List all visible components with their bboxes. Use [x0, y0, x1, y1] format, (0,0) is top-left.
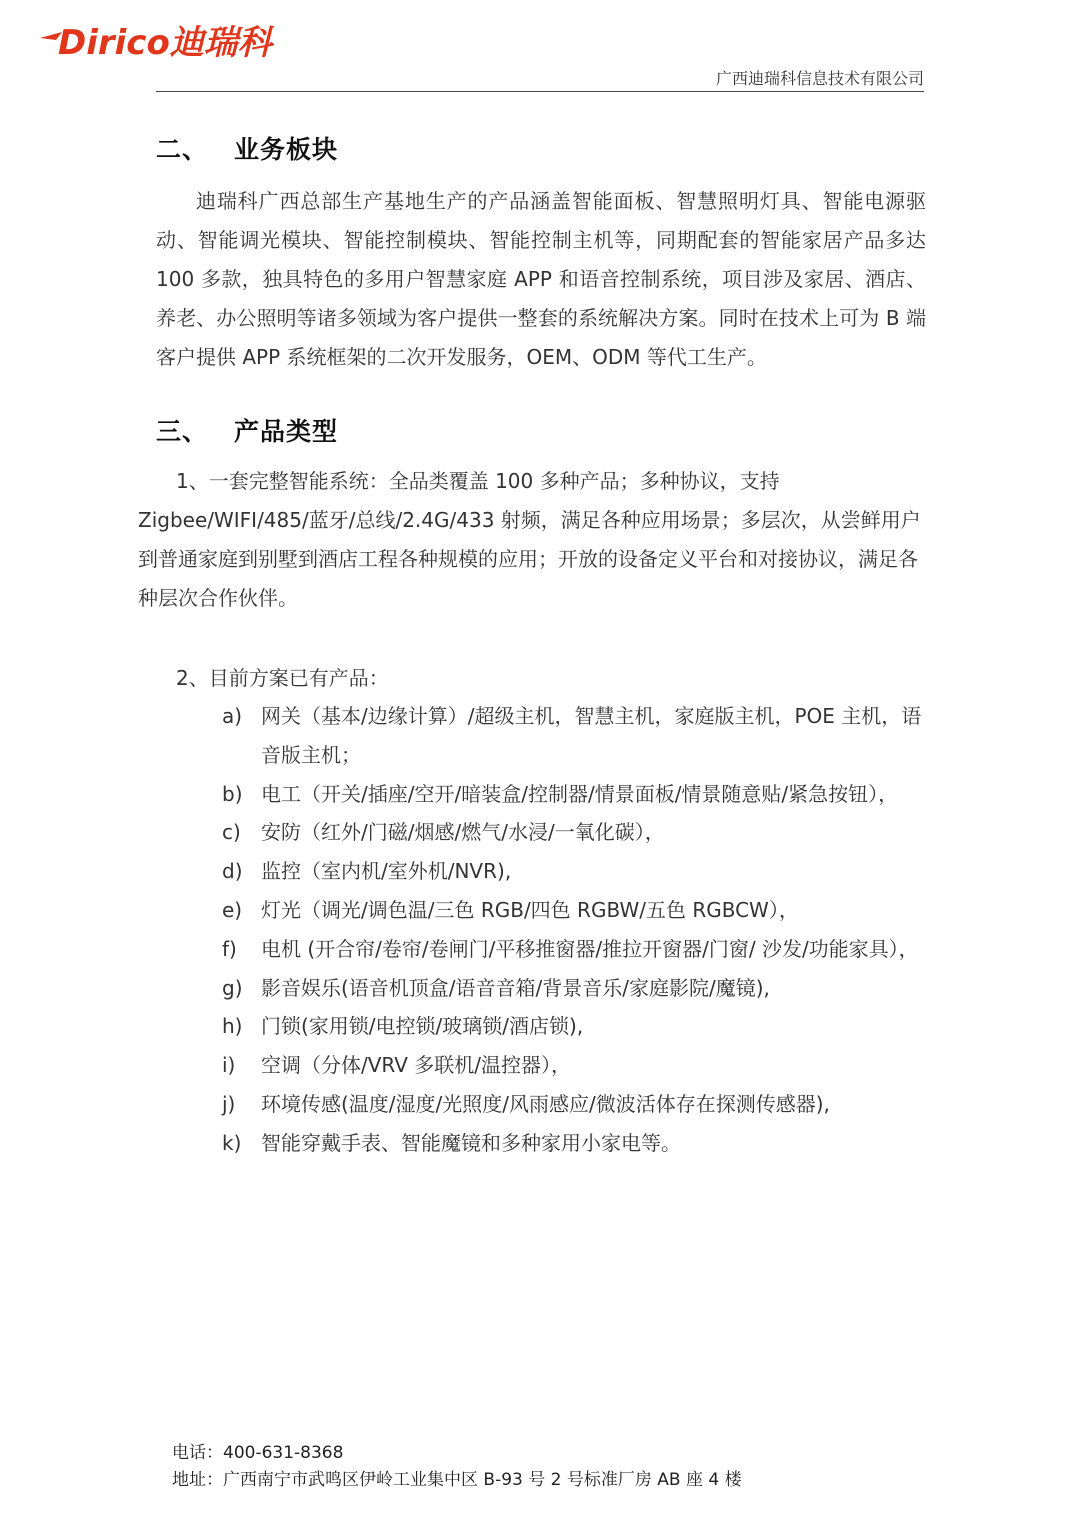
list-marker: a) [222, 704, 243, 728]
list-item-text: 空调（分体/VRV 多联机/温控器）， [261, 1053, 571, 1078]
footer-phone: 电话：400-631-8368 [172, 1443, 344, 1463]
system-paragraph: 1、一套完整智能系统：全品类覆盖 100 多种产品；多种协议，支持 Zigbee/WIFI/485/蓝牙/总线/2.4G/433 射频，满足各种应用场景；多层次，从尝鲜用户到普通家庭到别墅到酒店工程各种规模的应用；开放的设备定义平台和对接协议，满足各种层次合作伙伴。 [138, 469, 921, 610]
footer-address: 地址：广西南宁市武鸣区伊岭工业集中区 B-93 号 2 号标准厂房 AB 座 4 楼 [172, 1470, 742, 1490]
company-name: 广西迪瑞科信息技术有限公司 [715, 69, 924, 88]
products-subheading: 2、目前方案已有产品： [176, 666, 389, 690]
list-item [222, 891, 926, 930]
list-item [222, 775, 926, 814]
list-marker: k) [222, 1130, 242, 1155]
list-marker: b) [222, 781, 243, 806]
list-item [222, 852, 926, 891]
list-marker: g) [222, 975, 243, 1000]
logo-text: Dirico迪瑞科 [58, 23, 272, 62]
company-logo [38, 18, 338, 62]
list-marker: h) [222, 1014, 243, 1039]
list-item-text: 网关（基本/边缘计算）/超级主机，智慧主机，家庭版主机，POE 主机，语音版主机； [261, 704, 922, 767]
header-divider [156, 91, 924, 92]
list-marker: j) [222, 1091, 236, 1116]
list-item [222, 930, 926, 969]
list-item-text: 环境传感(温度/湿度/光照度/风雨感应/微波活体存在探测传感器), [261, 1091, 830, 1116]
section-heading-products [156, 412, 338, 448]
list-item [222, 1007, 926, 1046]
list-marker: i) [222, 1053, 236, 1078]
list-marker: e) [222, 897, 243, 922]
list-item-text: 门锁(家用锁/电控锁/玻璃锁/酒店锁), [261, 1014, 584, 1039]
list-item [222, 1046, 926, 1085]
business-paragraph: 迪瑞科广西总部生产基地生产的产品涵盖智能面板、智慧照明灯具、智能电源驱动、智能调光模块、智能控制模块、智能控制主机等，同期配套的智能家居产品多达 100 多款，独具特色的多用户智慧家庭 APP 和语音控制系统，项目涉及家居、酒店、养老、办公照明等诸多领域为客户提供一整套的系统解决方案。同时在技术上可为 B 端客户提供 APP 系统框架的二次开发服务，OEM、ODM 等代工生产。 [156, 189, 926, 369]
list-item-text: 电工（开关/插座/空开/暗装盒/控制器/情景面板/情景随意贴/紧急按钮）， [261, 781, 899, 806]
section-title: 业务板块 [234, 135, 339, 164]
list-marker: f) [222, 936, 237, 961]
list-item [222, 969, 926, 1008]
section-title: 产品类型 [234, 417, 339, 446]
list-item [222, 697, 926, 775]
list-item [222, 813, 926, 852]
section-number: 二、 [156, 135, 209, 164]
list-item [222, 1085, 926, 1124]
list-item-text: 安防（红外/门磁/烟感/燃气/水浸/一氧化碳）， [261, 820, 665, 845]
list-marker: c) [222, 820, 241, 845]
list-item [222, 1124, 926, 1163]
list-item-text: 智能穿戴手表、智能魔镜和多种家用小家电等。 [261, 1130, 681, 1155]
list-item-text: 灯光（调光/调色温/三色 RGB/四色 RGBW/五色 RGBCW）， [261, 897, 799, 922]
product-list [222, 697, 926, 1163]
section-heading-business [156, 130, 338, 166]
logo-graphic [38, 18, 338, 62]
list-item-text: 电机 (开合帘/卷帘/卷闸门/平移推窗器/推拉开窗器/门窗/ 沙发/功能家具）， [261, 936, 919, 961]
list-item-text: 监控（室内机/室外机/NVR), [261, 859, 512, 884]
list-marker: d) [222, 859, 243, 884]
list-item-text: 影音娱乐(语音机顶盒/语音音箱/背景音乐/家庭影院/魔镜), [261, 975, 770, 1000]
section-number: 三、 [156, 417, 209, 446]
